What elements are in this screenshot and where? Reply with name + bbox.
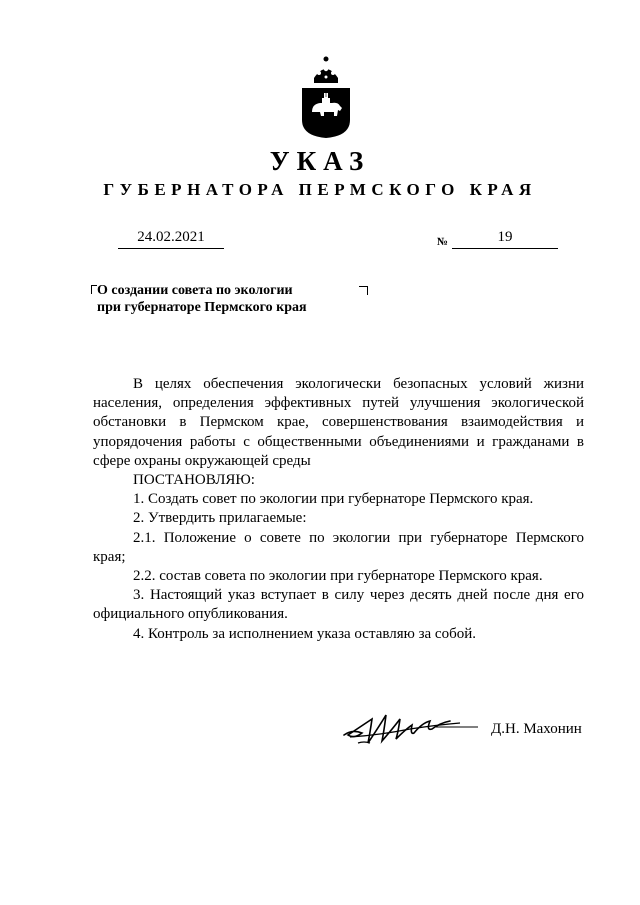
handwritten-signature <box>340 705 480 755</box>
number-label: № <box>437 236 449 248</box>
subject-line-1: О создании совета по экологии <box>93 282 307 299</box>
decree-number: 19 <box>452 228 558 249</box>
decree-subject <box>93 282 307 316</box>
decree-item: 2.1. Положение о совете по экологии при губернаторе Пермского края; <box>93 529 584 565</box>
decree-item: 2.2. состав совета по экологии при губернаторе Пермского края. <box>133 568 543 585</box>
coat-of-arms-icon <box>300 56 352 140</box>
preamble-paragraph: В целях обеспечения экологически безопасных условий жизни населения, определения эффективных путей улучшения экологической обстановки в Пермском крае, совершенствования взаимодействия и упорядочения работы с общественными объединениями и гражданами в сфере охраны окружающей среды <box>93 376 584 469</box>
decree-body <box>93 375 584 644</box>
subject-line-2: при губернаторе Пермского края <box>97 300 307 315</box>
decree-word: ПОСТАНОВЛЯЮ: <box>133 472 255 489</box>
decree-item: 4. Контроль за исполнением указа оставляю за собой. <box>133 625 476 642</box>
document-title: УКАЗ <box>269 146 371 176</box>
subject-corner-mark <box>359 286 368 295</box>
document-subtitle: ГУБЕРНАТОРА ПЕРМСКОГО КРАЯ <box>103 180 537 199</box>
decree-date: 24.02.2021 <box>118 228 224 249</box>
decree-item: 1. Создать совет по экологии при губернаторе Пермского края. <box>133 491 534 508</box>
decree-item: 3. Настоящий указ вступает в силу через десять дней после дня его официального опубликования. <box>93 587 584 623</box>
decree-item: 2. Утвердить прилагаемые: <box>133 510 307 527</box>
signer-name: Д.Н. Махонин <box>491 721 582 737</box>
